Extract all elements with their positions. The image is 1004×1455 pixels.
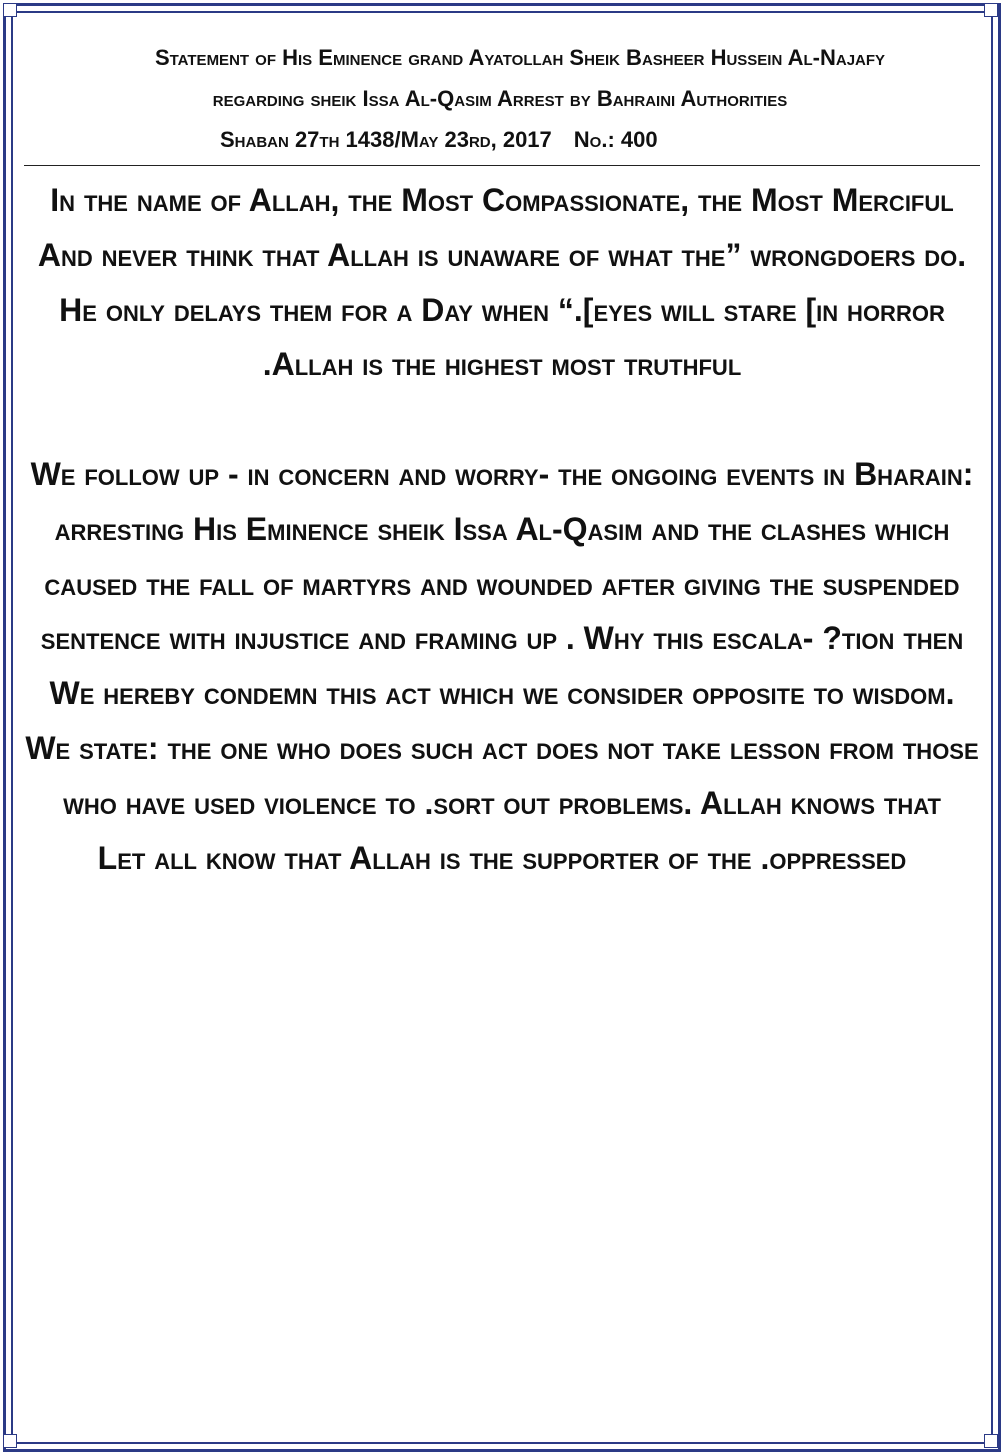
border-corner-top-left: [3, 3, 17, 17]
quran-verse-text: And never think that Allah is unaware of what the” wrongdoers do. He only delays them for a Day when “.[eyes will stare [in horror: [37, 236, 967, 328]
closing-formula-text: .Allah is the highest most truthful: [262, 346, 742, 383]
statement-body: [24, 173, 980, 885]
header-divider: [24, 165, 980, 166]
invocation-text: In the name of Allah, the Most Compassionate, the Most Merciful: [50, 182, 954, 218]
statement-number: No.: 400: [573, 127, 658, 152]
body-paragraph-3: Let all know that Allah is the supporter of the .oppressed: [97, 839, 907, 876]
border-corner-bottom-left: [3, 1434, 17, 1448]
body-paragraph-2: We hereby condemn this act which we consider opposite to wisdom. We state: the one who does such act does not take lesson from those who have used violence to .sort out problems. Allah knows that: [25, 675, 979, 821]
border-corner-top-right: [984, 3, 998, 17]
body-paragraph-1: We follow up - in concern and worry- the ongoing events in Bharain: arresting His Eminence sheik Issa Al-Qasim and the clashes which caused the fall of martyrs and wounded after giving the suspended sentence with injustice and framing up . Why this escala- ?tion then: [30, 455, 974, 657]
statement-subtitle: regarding sheik Issa Al-Qasim Arrest by Bahraini Authorities: [212, 86, 788, 111]
statement-header: [20, 40, 980, 163]
statement-date: Shaban 27th 1438/May 23rd, 2017: [220, 127, 552, 152]
statement-meta: [20, 122, 980, 163]
paragraph-spacer: [24, 392, 980, 447]
statement-title: Statement of His Eminence grand Ayatollah Sheik Basheer Hussein Al-Najafy: [154, 45, 886, 70]
border-corner-bottom-right: [984, 1434, 998, 1448]
